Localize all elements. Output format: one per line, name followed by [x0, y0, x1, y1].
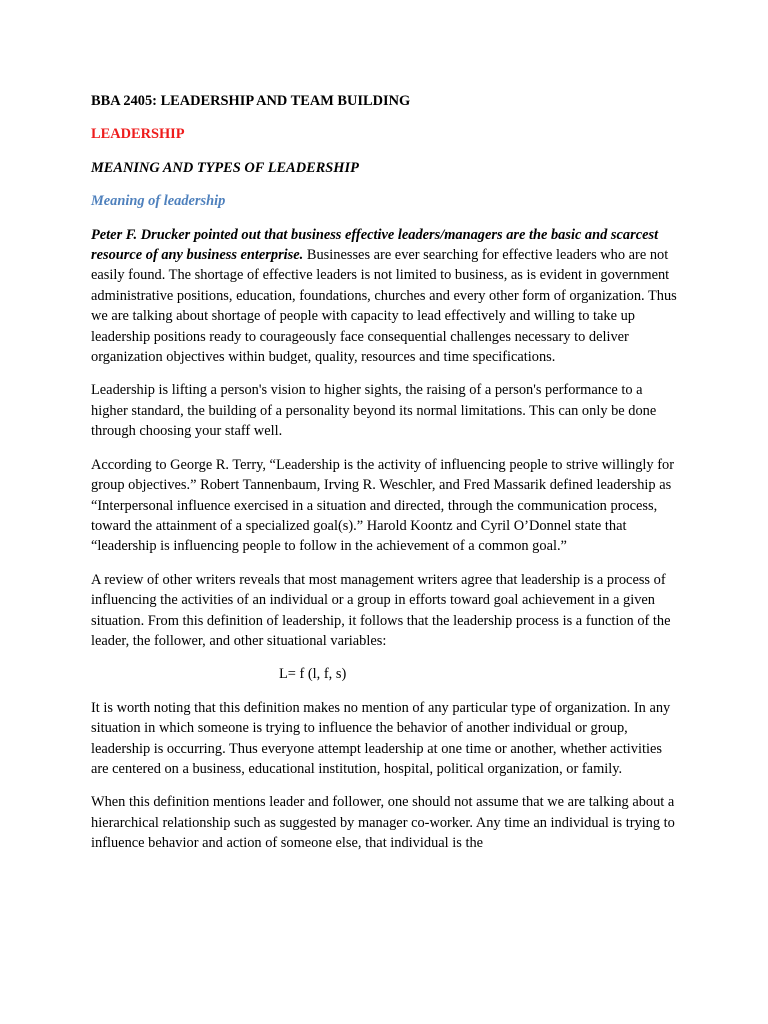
leadership-formula: L= f (l, f, s): [279, 666, 347, 683]
paragraph-leader-follower: When this definition mentions leader and follower, one should not assume that we are talking about a hierarchical relationship such as suggested by manager co-worker. Any time an individual is trying to influence behavior and action of someone else, that individual is the: [91, 794, 675, 852]
section-title: LEADERSHIP: [91, 126, 185, 143]
course-title: BBA 2405: LEADERSHIP AND TEAM BUILDING: [91, 93, 411, 109]
paragraph-vision: Leadership is lifting a person's vision to higher sights, the raising of a person's performance to a higher standard, the building of a personality beyond its normal limitations. This can only be done through choosing your staff well.: [91, 382, 657, 440]
document-body: [91, 91, 681, 867]
paragraph-definitions: According to George R. Terry, “Leadership is the activity of influencing people to strive willingly for group objectives.” Robert Tannenbaum, Irving R. Weschler, and Fred Massarik defined leadership as “Interpersonal influence exercised in a situation and directed, through the communication process, toward the attainment of a specialized goal(s).” Harold Koontz and Cyril O’Donnel state that “leadership is influencing people to follow in the achievement of a common goal.”: [91, 456, 674, 555]
paragraph-drucker: [91, 225, 681, 368]
subsection-title: MEANING AND TYPES OF LEADERSHIP: [91, 159, 359, 176]
drucker-paragraph-body: Businesses are ever searching for effective leaders who are not easily found. The shortage of effective leaders is not limited to business, as is evident in government administrative positions, education, foundations, churches and every other form of organization. Thus we are talking about shortage of people with capacity to lead effectively and willing to take up leadership positions ready to courageously face consequential challenges necessary to deliver organization objectives within budget, quality, resources and time specifications.: [91, 247, 677, 366]
meaning-heading: Meaning of leadership: [91, 193, 226, 210]
paragraph-organization: It is worth noting that this definition makes no mention of any particular type of organization. In any situation in which someone is trying to influence the behavior of another individual or group, leadership is occurring. Thus everyone attempt leadership at one time or another, whether activities are centered on a business, educational institution, hospital, political organization, or family.: [91, 699, 671, 777]
paragraph-review: A review of other writers reveals that most management writers agree that leadership is a process of influencing the activities of an individual or a group in efforts toward goal achievement in a given situation. From this definition of leadership, it follows that the leadership process is a function of the leader, the follower, and other situational variables:: [91, 571, 671, 649]
drucker-quote: Peter F. Drucker pointed out that business effective leaders/managers are the basic and scarcest resource of any business enterprise.: [91, 226, 659, 264]
